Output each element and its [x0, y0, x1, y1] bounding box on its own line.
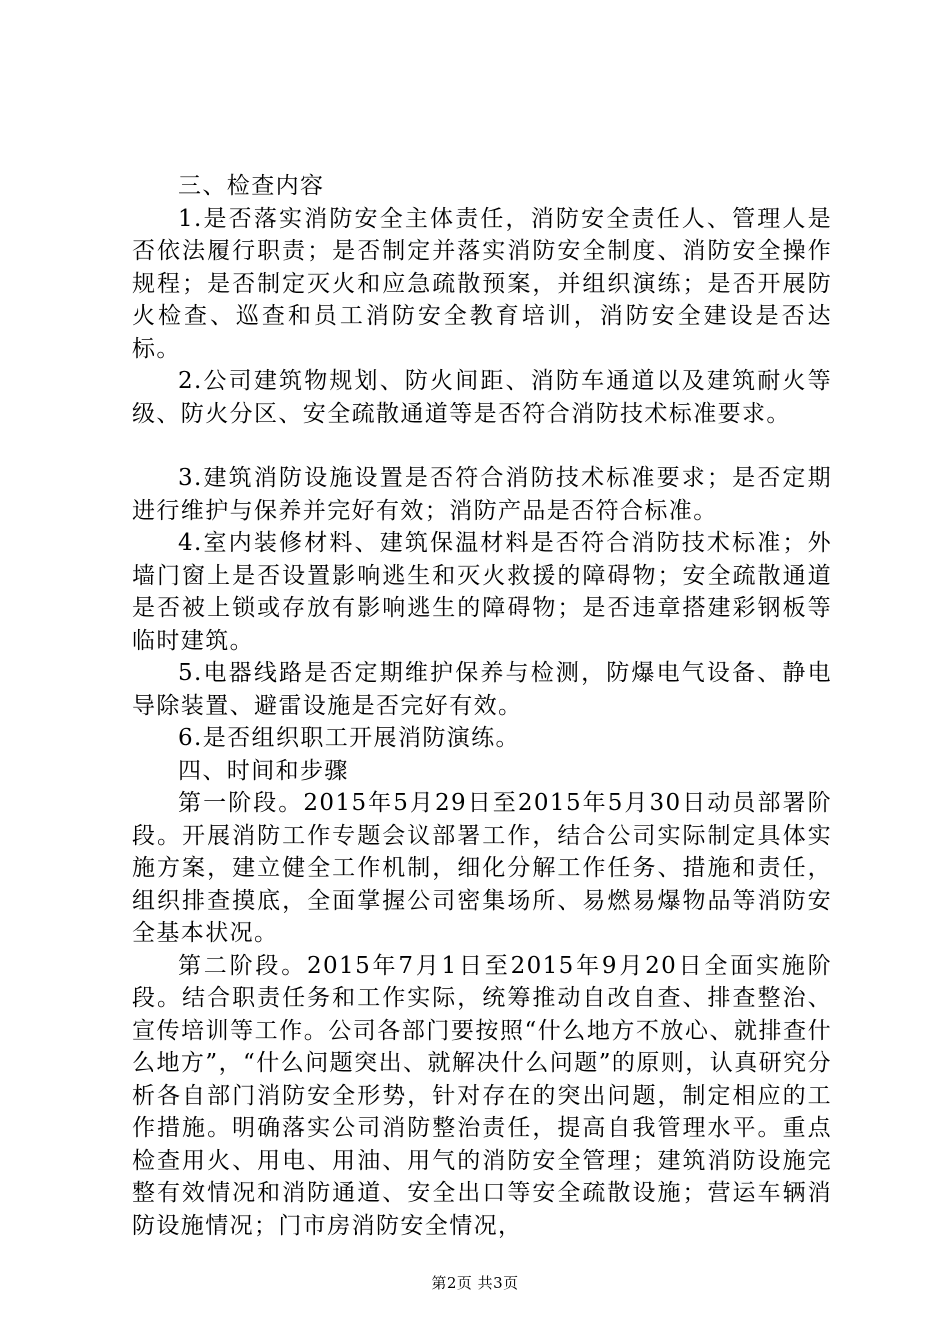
page-footer: 第2页 共3页: [431, 1274, 519, 1292]
paragraph-stage-2: 第二阶段。2015年7月1日至2015年9月20日全面实施阶段。结合职责任务和工作实际，统筹推动自改自查、排查整治、宣传培训等工作。公司各部门要按照“什么地方不放心、就排查什么地方”，“什么问题突出、就解决什么问题”的原则，认真研究分析各自部门消防安全形势，针对存在的突出问题，制定相应的工作措施。明确落实公司消防整治责任，提高自我管理水平。重点检查用火、用电、用油、用气的消防安全管理；建筑消防设施完整有效情况和消防通道、安全出口等安全疏散设施；营运车辆消防设施情况；门市房消防安全情况，: [132, 952, 832, 1239]
paragraph-stage-1: 第一阶段。2015年5月29日至2015年5月30日动员部署阶段。开展消防工作专题会议部署工作，结合公司实际制定具体实施方案，建立健全工作机制，细化分解工作任务、措施和责任，组织排查摸底，全面掌握公司密集场所、易燃易爆物品等消防安全基本状况。: [132, 790, 832, 946]
section-heading-time-steps: 四、时间和步骤: [178, 757, 349, 784]
paragraph-item-6: 6.是否组织职工开展消防演练。: [178, 725, 520, 751]
section-heading-inspection-content: 三、检查内容: [178, 173, 325, 199]
paragraph-item-2: 2.公司建筑物规划、防火间距、消防车通道以及建筑耐火等级、防火分区、安全疏散通道等是否符合消防技术标准要求。: [132, 368, 832, 427]
paragraph-item-3: 3.建筑消防设施设置是否符合消防技术标准要求；是否定期进行维护与保养并完好有效；消防产品是否符合标准。: [132, 465, 832, 524]
paragraph-item-5: 5.电器线路是否定期维护保养与检测，防爆电气设备、静电导除装置、避雷设施是否完好有效。: [132, 660, 832, 719]
document-body: [132, 170, 832, 1242]
paragraph-item-1: 1.是否落实消防安全主体责任，消防安全责任人、管理人是否依法履行职责；是否制定并落实消防安全制度、消防安全操作规程；是否制定灭火和应急疏散预案，并组织演练；是否开展防火检查、巡查和员工消防安全教育培训，消防安全建设是否达标。: [132, 205, 832, 362]
paragraph-item-4: 4.室内装修材料、建筑保温材料是否符合消防技术标准；外墙门窗上是否设置影响逃生和灭火救援的障碍物；安全疏散通道是否被上锁或存放有影响逃生的障碍物；是否违章搭建彩钢板等临时建筑。: [132, 530, 832, 654]
